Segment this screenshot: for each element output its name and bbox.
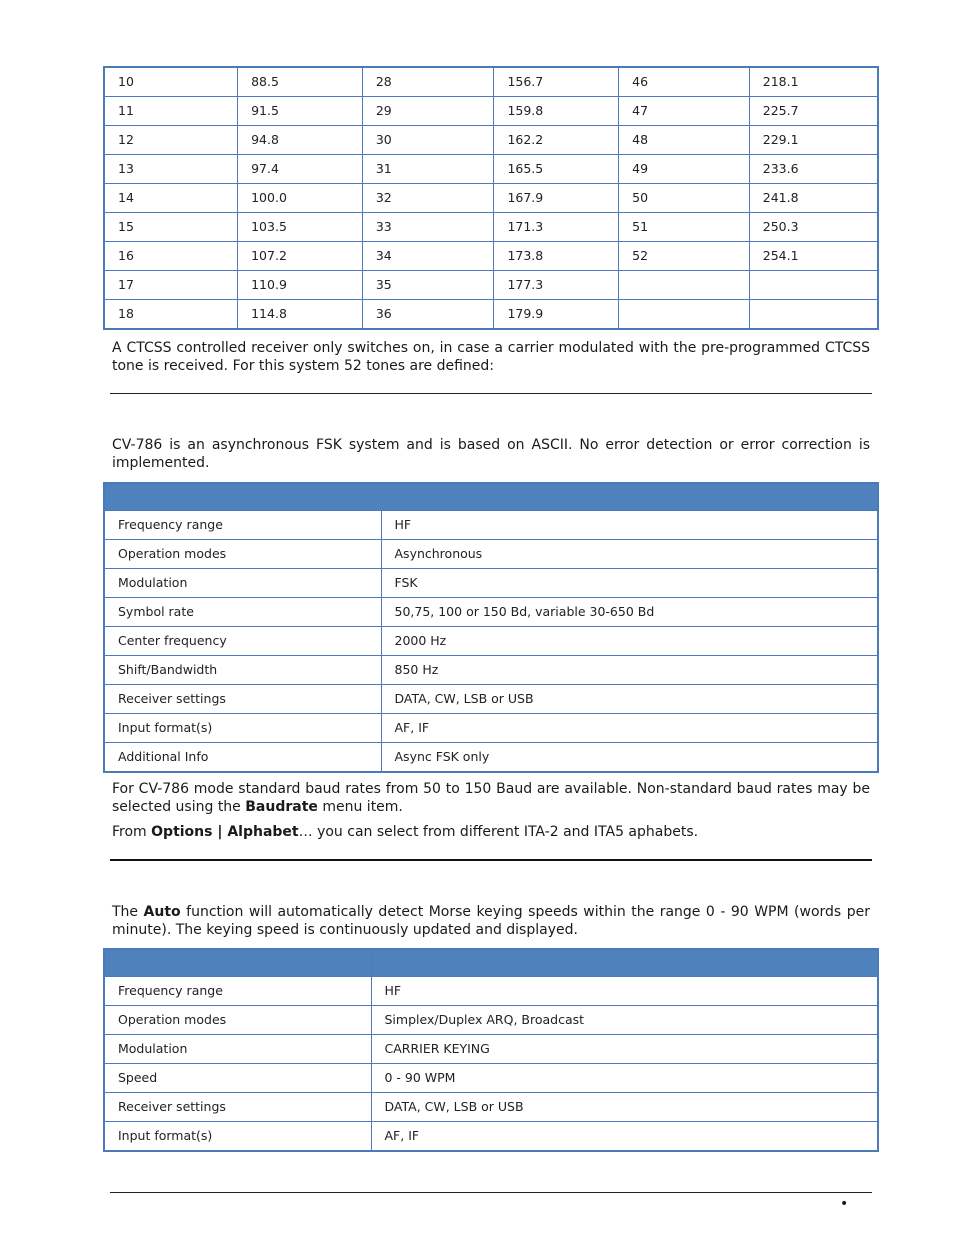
table-cell: [104, 511, 381, 540]
cell-text: 94.8: [251, 132, 279, 147]
ctcss-tone-table: [103, 66, 879, 330]
table-cell: [619, 271, 750, 300]
table-cell: [104, 271, 238, 300]
table-cell: [104, 126, 238, 155]
spec-row: [104, 1093, 878, 1122]
cell-text: HF: [394, 517, 412, 532]
cell-text: 103.5: [251, 219, 287, 234]
table-cell: [619, 155, 750, 184]
cell-text: 107.2: [251, 248, 287, 263]
cell-text: 31: [375, 161, 392, 176]
cell-text: 14: [118, 190, 134, 205]
cell-text: DATA, CW, LSB or USB: [394, 691, 534, 706]
table-cell: [371, 1035, 878, 1064]
table-cell: [238, 126, 363, 155]
spec-row: [104, 1035, 878, 1064]
table-cell: [381, 511, 878, 540]
spec-row: [104, 685, 878, 714]
cell-text: 52: [632, 248, 649, 263]
table-cell: [238, 213, 363, 242]
table-cell: [362, 155, 494, 184]
cell-text: Input format(s): [118, 1128, 213, 1143]
cell-text: 51: [632, 219, 649, 234]
tone-row: [104, 184, 878, 213]
table-cell: [104, 97, 238, 126]
table-cell: [619, 184, 750, 213]
table-cell: [104, 300, 238, 330]
table-cell: [104, 1006, 371, 1035]
cell-text: 229.1: [762, 132, 799, 147]
table-cell: [371, 1122, 878, 1152]
cell-text: 50,75, 100 or 150 Bd, variable 30-650 Bd: [394, 604, 655, 619]
cell-text: 10: [118, 74, 134, 89]
table-cell: [381, 540, 878, 569]
spec-row: [104, 1122, 878, 1152]
spec-row: [104, 1064, 878, 1093]
table-cell: [104, 1122, 371, 1152]
table-cell: [494, 271, 619, 300]
cell-text: 35: [375, 277, 392, 292]
table-cell: [371, 977, 878, 1006]
cv786-spec-table: [103, 482, 879, 773]
table-cell: [749, 242, 878, 271]
cell-text: 250.3: [762, 219, 799, 234]
table-cell: [362, 97, 494, 126]
cell-text: 49: [632, 161, 649, 176]
cell-text: 173.8: [507, 248, 544, 263]
cell-text: 46: [632, 74, 649, 89]
cell-text: 254.1: [762, 248, 799, 263]
table-cell: [749, 126, 878, 155]
table-cell: [362, 184, 494, 213]
cell-text: 33: [375, 219, 392, 234]
cell-text: 167.9: [507, 190, 544, 205]
options-note: From Options | Alphabet… you can select from different ITA-2 and ITA5 aphabets.: [112, 824, 699, 840]
table-cell: [238, 184, 363, 213]
table-cell: [362, 213, 494, 242]
spec-row: [104, 569, 878, 598]
tone-row: [104, 213, 878, 242]
table-cell: [104, 1093, 371, 1122]
table-cell: [619, 97, 750, 126]
cell-text: 100.0: [251, 190, 287, 205]
cell-text: Modulation: [118, 575, 188, 590]
table-cell: [362, 300, 494, 330]
footer-bullet: •: [840, 1196, 849, 1212]
table-cell: [238, 242, 363, 271]
table-cell: [104, 1035, 371, 1064]
cell-text: 11: [118, 103, 134, 118]
cw-spec-table: [103, 948, 879, 1152]
table-cell: [104, 743, 381, 773]
table-cell: [371, 1006, 878, 1035]
table-cell: [371, 1093, 878, 1122]
cell-text: Symbol rate: [118, 604, 194, 619]
cell-text: AF, IF: [394, 720, 430, 735]
cell-text: 110.9: [251, 277, 287, 292]
cell-text: 32: [375, 190, 392, 205]
table-cell: [104, 1064, 371, 1093]
table-cell: [494, 213, 619, 242]
cell-text: 91.5: [251, 103, 279, 118]
table-cell: [104, 977, 371, 1006]
cell-text: 850 Hz: [394, 662, 439, 677]
table-cell: [381, 569, 878, 598]
table-cell: [749, 300, 878, 330]
cell-text: HF: [384, 983, 402, 998]
table-cell: [104, 685, 381, 714]
cell-text: AF, IF: [384, 1128, 420, 1143]
spec-row: [104, 627, 878, 656]
cell-text: 17: [118, 277, 134, 292]
cell-text: 162.2: [507, 132, 544, 147]
cell-text: 114.8: [251, 306, 287, 321]
spec-row: [104, 540, 878, 569]
cell-text: 88.5: [251, 74, 279, 89]
cell-text: 47: [632, 103, 649, 118]
tone-row: [104, 126, 878, 155]
table-cell: [749, 271, 878, 300]
spec-row: [104, 656, 878, 685]
cell-text: 13: [118, 161, 134, 176]
cell-text: 165.5: [507, 161, 544, 176]
cell-text: Center frequency: [118, 633, 227, 648]
table-cell: [381, 627, 878, 656]
table-cell: [494, 67, 619, 97]
cell-text: 156.7: [507, 74, 544, 89]
table-cell: [371, 1064, 878, 1093]
cell-text: 36: [375, 306, 392, 321]
table-cell: [104, 714, 381, 743]
tone-row: [104, 67, 878, 97]
cell-text: 16: [118, 248, 134, 263]
cell-text: 0 - 90 WPM: [384, 1070, 456, 1085]
table-cell: [238, 271, 363, 300]
cell-text: CARRIER KEYING: [384, 1041, 490, 1056]
cell-text: Modulation: [118, 1041, 188, 1056]
footer-rule: [110, 1192, 872, 1193]
cell-text: 29: [375, 103, 392, 118]
cell-text: Simplex/Duplex ARQ, Broadcast: [384, 1012, 585, 1027]
table-cell: [619, 67, 750, 97]
cv786-note: For CV-786 mode standard baud rates from 50 to 150 Baud are available. Non-standard baud rates may be selected using the Baudrate menu item.: [112, 781, 870, 815]
tone-row: [104, 271, 878, 300]
cell-text: Shift/Bandwidth: [118, 662, 218, 677]
table-cell: [362, 126, 494, 155]
cv786-intro: CV-786 is an asynchronous FSK system and is based on ASCII. No error detection or error correction is implemented.: [112, 437, 870, 471]
table-cell: [749, 213, 878, 242]
table-cell: [381, 714, 878, 743]
table-cell: [362, 67, 494, 97]
table-cell: [238, 300, 363, 330]
cell-text: 97.4: [251, 161, 279, 176]
tone-row: [104, 242, 878, 271]
table-cell: [619, 300, 750, 330]
table-cell: [238, 155, 363, 184]
table-cell: [104, 656, 381, 685]
table-cell: [749, 184, 878, 213]
table-cell: [494, 97, 619, 126]
cell-text: 225.7: [762, 103, 799, 118]
table-cell: [749, 67, 878, 97]
spec-row: [104, 714, 878, 743]
cell-text: Async FSK only: [394, 749, 490, 764]
table-cell: [749, 97, 878, 126]
cw-intro: The Auto function will automatically detect Morse keying speeds within the range 0 - 90 WPM (words per minute). The keying speed is continuously updated and displayed.: [112, 904, 870, 938]
cell-text: 233.6: [762, 161, 799, 176]
table-cell: [362, 271, 494, 300]
cell-text: Receiver settings: [118, 1099, 226, 1114]
tone-row: [104, 97, 878, 126]
cell-text: 34: [375, 248, 392, 263]
cell-text: Frequency range: [118, 517, 223, 532]
section-divider: [110, 859, 872, 861]
cell-text: Input format(s): [118, 720, 213, 735]
table-cell: [362, 242, 494, 271]
table-cell: [104, 213, 238, 242]
table-cell: [238, 97, 363, 126]
cell-text: 28: [375, 74, 392, 89]
table-cell: [238, 67, 363, 97]
table-header-row: [104, 483, 878, 511]
cell-text: 30: [375, 132, 392, 147]
cell-text: Speed: [118, 1070, 158, 1085]
tone-row: [104, 300, 878, 330]
table-cell: [104, 242, 238, 271]
table-cell: [381, 685, 878, 714]
table-cell: [749, 155, 878, 184]
table-cell: [494, 155, 619, 184]
cell-text: 218.1: [762, 74, 799, 89]
cell-text: DATA, CW, LSB or USB: [384, 1099, 524, 1114]
table-cell: [494, 126, 619, 155]
ctcss-paragraph: A CTCSS controlled receiver only switches on, in case a carrier modulated with the pre-programmed CTCSS tone is received. For this system 52 tones are defined:: [112, 340, 870, 374]
cell-text: FSK: [394, 575, 418, 590]
table-cell: [104, 569, 381, 598]
table-cell: [104, 598, 381, 627]
cell-text: 241.8: [762, 190, 799, 205]
cell-text: Operation modes: [118, 1012, 227, 1027]
cell-text: 171.3: [507, 219, 544, 234]
table-cell: [381, 656, 878, 685]
table-cell: [494, 300, 619, 330]
spec-row: [104, 511, 878, 540]
table-cell: [619, 126, 750, 155]
table-cell: [494, 184, 619, 213]
cell-text: 2000 Hz: [394, 633, 447, 648]
table-cell: [381, 598, 878, 627]
spec-row: [104, 743, 878, 773]
cell-text: Frequency range: [118, 983, 223, 998]
cell-text: Additional Info: [118, 749, 209, 764]
cell-text: Operation modes: [118, 546, 227, 561]
table-cell: [104, 155, 238, 184]
tone-row: [104, 155, 878, 184]
table-cell: [381, 743, 878, 773]
spec-row: [104, 598, 878, 627]
cell-text: 50: [632, 190, 649, 205]
cell-text: Receiver settings: [118, 691, 226, 706]
table-cell: [104, 184, 238, 213]
cell-text: 179.9: [507, 306, 544, 321]
cell-text: 15: [118, 219, 134, 234]
table-cell: [619, 242, 750, 271]
table-cell: [104, 540, 381, 569]
spec-row: [104, 1006, 878, 1035]
section-divider: [110, 393, 872, 394]
cell-text: 177.3: [507, 277, 544, 292]
spec-row: [104, 977, 878, 1006]
table-cell: [494, 242, 619, 271]
cell-text: 18: [118, 306, 134, 321]
table-cell: [619, 213, 750, 242]
table-header-row: [104, 949, 878, 977]
table-cell: [104, 627, 381, 656]
cell-text: Asynchronous: [394, 546, 483, 561]
cell-text: 48: [632, 132, 649, 147]
cell-text: 159.8: [507, 103, 544, 118]
table-cell: [104, 67, 238, 97]
cell-text: 12: [118, 132, 134, 147]
